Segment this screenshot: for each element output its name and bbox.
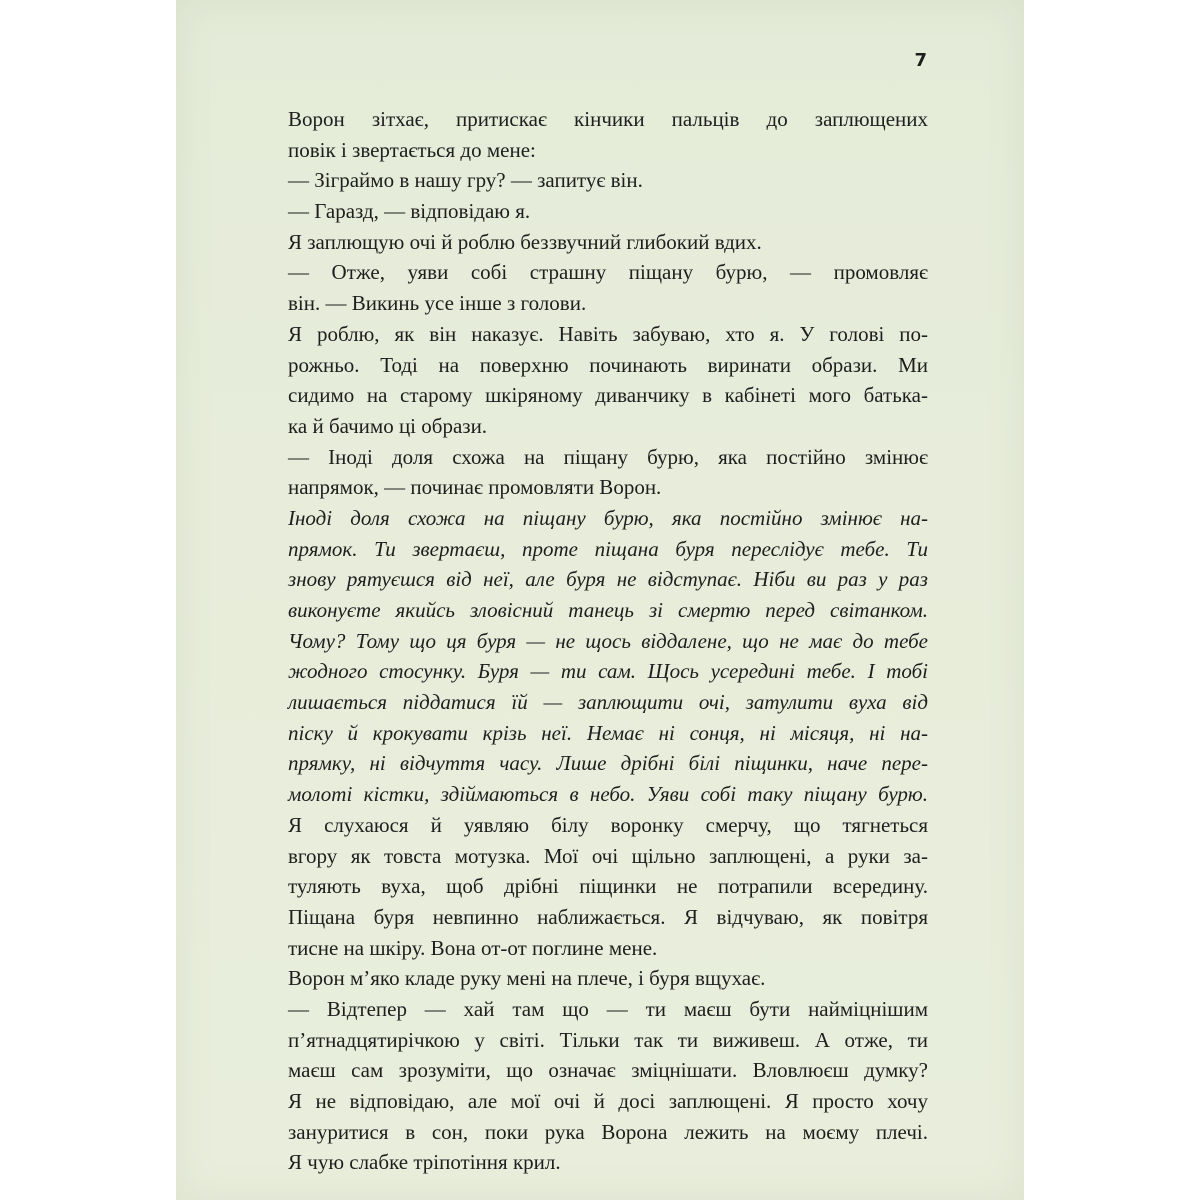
text-line: Я заплющую очі й роблю беззвучний глибокий вдих. xyxy=(288,229,762,254)
text-line: знову рятуєшся від неї, але буря не відступає. Ніби ви раз у раз xyxy=(288,567,928,592)
text-line: туляють вуха, щоб дрібні піщинки не потрапили всередину. xyxy=(288,874,928,899)
book-page xyxy=(176,0,1024,1200)
text-line: зануритися в сон, поки рука Ворона лежить на моєму плечі. xyxy=(288,1119,928,1144)
text-line: виконуєте якийсь зловісний танець зі смертю перед світанком. xyxy=(288,598,928,622)
text-line: — Гаразд, — відповідаю я. xyxy=(288,199,531,224)
text-line: Я чую слабке тріпотіння крил. xyxy=(288,1150,561,1175)
text-line: піску й крокувати крізь неї. Немає ні сонця, ні місяця, ні на- xyxy=(288,720,928,745)
text-line: він. — Викинь усе інше з голови. xyxy=(288,291,587,316)
page-number: 7 xyxy=(914,50,927,71)
text-line: маєш сам зрозуміти, що означає зміцнішати. Вловлюєш думку? xyxy=(288,1058,928,1083)
text-line: тисне на шкіру. Вона от-от поглине мене. xyxy=(288,935,658,960)
text-line: ка й бачимо ці образи. xyxy=(288,413,488,438)
text-line: прямку, ні відчуття часу. Лише дрібні білі піщинки, наче пере- xyxy=(288,751,928,776)
text-line: п’ятнадцятирічкою у світі. Тільки так ти виживеш. А отже, ти xyxy=(288,1027,928,1052)
text-line: — Відтепер — хай там що — ти маєш бути найміцнішим xyxy=(288,996,928,1021)
text-line: — Отже, уяви собі страшну піщану бурю, — промовляє xyxy=(288,260,928,285)
text-line: Іноді доля схожа на піщану бурю, яка постійно змінює на- xyxy=(288,505,928,530)
text-line: Ворон зітхає, притискає кінчики пальців до заплющених xyxy=(288,107,928,131)
text-line: — Зіграймо в нашу гру? — запитує він. xyxy=(288,168,643,193)
text-line: Ворон м’яко кладе руку мені на плече, і буря вщухає. xyxy=(288,966,766,991)
text-line: Я роблю, як він наказує. Навіть забуваю, хто я. У голові по- xyxy=(288,321,928,346)
text-line: сидимо на старому шкіряному диванчику в кабінеті мого батька- xyxy=(288,383,928,408)
text-line: жодного стосунку. Буря — ти сам. Щось усередині тебе. І тобі xyxy=(288,659,928,684)
body-text xyxy=(288,104,928,1178)
text-line: рожньо. Тоді на поверхню починають виринати образи. Ми xyxy=(288,352,928,377)
text-line: повік і звертається до мене: xyxy=(288,137,536,162)
text-line: лишається піддатися їй — заплющити очі, затулити вуха від xyxy=(288,690,928,715)
text-line: Я слухаюся й уявляю білу воронку смерчу, що тягнеться xyxy=(288,812,928,837)
text-line: напрямок, — починає промовляти Ворон. xyxy=(288,475,662,500)
text-line: — Іноді доля схожа на піщану бурю, яка постійно змінює xyxy=(288,444,928,469)
text-line: Я не відповідаю, але мої очі й досі заплющені. Я просто хочу xyxy=(288,1089,928,1113)
text-line: вгору як товста мотузка. Мої очі щільно заплющені, а руки за- xyxy=(288,843,928,868)
text-line: прямок. Ти звертаєш, проте піщана буря переслідує тебе. Ти xyxy=(288,536,928,561)
text-line: Піщана буря невпинно наближається. Я відчуваю, як повітря xyxy=(288,904,928,929)
text-line: молоті кістки, здіймаються в небо. Уяви собі таку піщану бурю. xyxy=(288,782,928,807)
text-line: Чому? Тому що ця буря — не щось віддалене, що не має до тебе xyxy=(288,628,928,653)
